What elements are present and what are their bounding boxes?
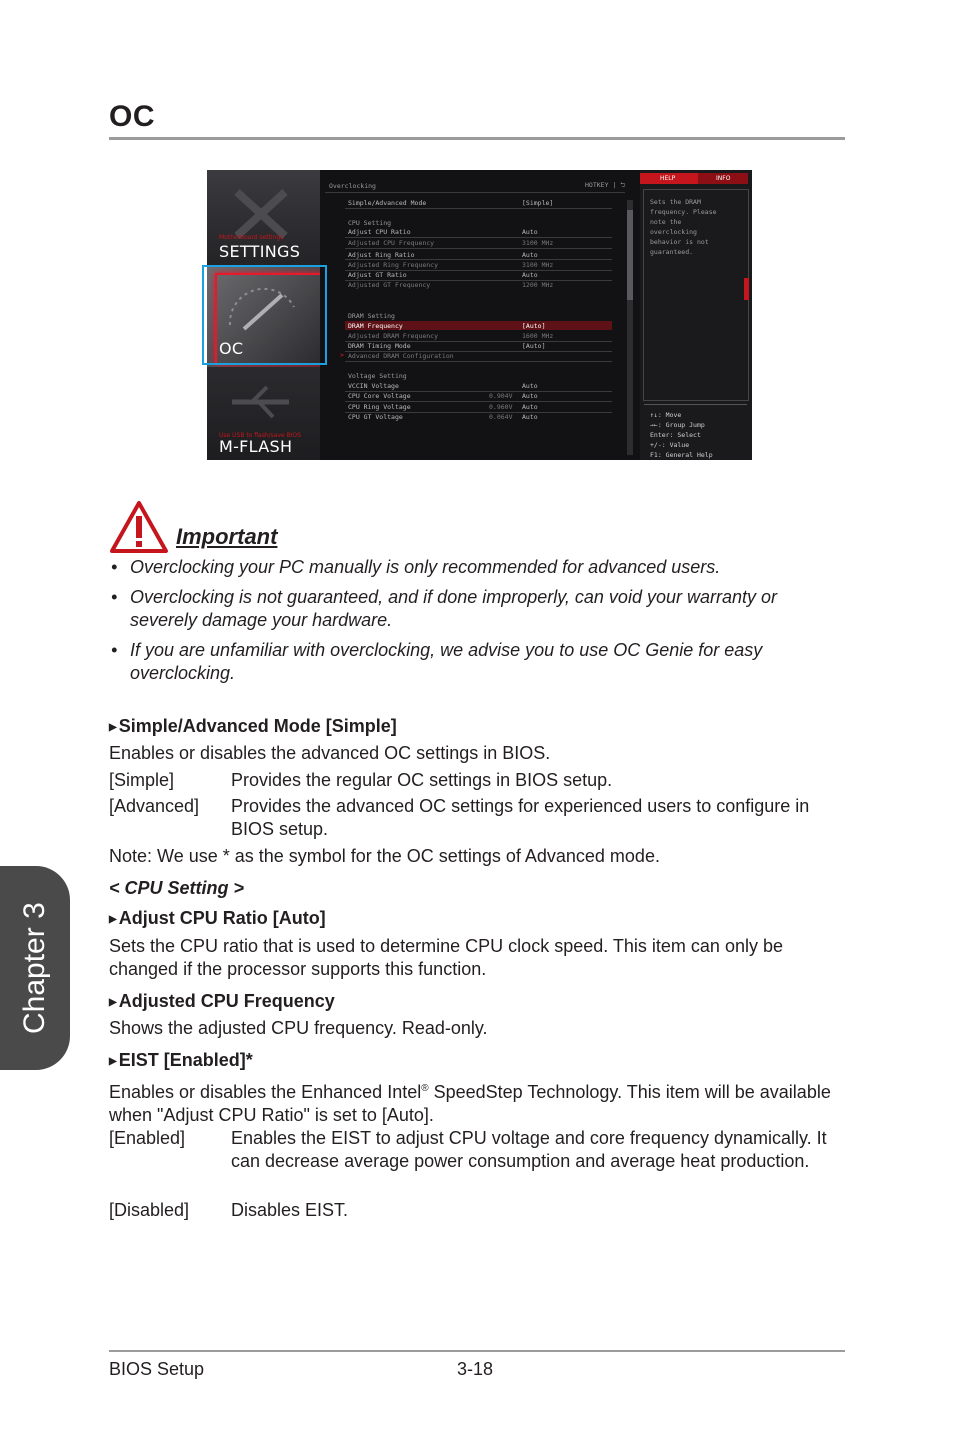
bios-header-title: Overclocking: [329, 182, 376, 190]
option-key: [Enabled]: [109, 1128, 186, 1148]
key-hint: →←: Group Jump: [650, 421, 705, 429]
item-title: EIST [Enabled]*: [118, 1050, 253, 1070]
triangle-bullet-icon: ▶: [109, 914, 117, 925]
item-desc: [109, 1077, 849, 1127]
bios-row-reading: 0.904V: [489, 392, 513, 400]
key-hint: +/-: Value: [650, 441, 690, 449]
note-text: Note: We use * as the symbol for the OC settings of Advanced mode.: [109, 846, 660, 866]
registered-mark: ®: [421, 1083, 429, 1094]
bios-header-rule: [325, 192, 625, 193]
bios-row-label-selected[interactable]: DRAM Frequency: [348, 322, 403, 330]
triangle-bullet-icon: ▶: [109, 1056, 117, 1067]
bullet-text: Overclocking is not guaranteed, and if done improperly, can void your warranty or severely damage your hardware.: [130, 587, 777, 630]
important-bullet: [109, 556, 849, 579]
bios-row-value: 3100 MHz: [522, 239, 554, 247]
key-hint: Enter: Select: [650, 431, 701, 439]
item-desc-part: Enables or disables the Enhanced Intel: [109, 1082, 422, 1102]
bios-row-divider: [345, 259, 612, 260]
option-desc: Provides the advanced OC settings for experienced users to configure in BIOS setup.: [231, 796, 810, 839]
chapter-label: Chapter 3: [18, 902, 51, 1034]
bios-row-label[interactable]: VCCIN Voltage: [348, 382, 399, 390]
option-row: [109, 1127, 849, 1173]
bios-row-value: 1200 MHz: [522, 281, 554, 289]
option-row: [109, 769, 849, 792]
bios-row-label[interactable]: Adjust GT Ratio: [348, 271, 407, 279]
help-line: behavior is not: [650, 238, 709, 246]
bios-row-value[interactable]: Auto: [522, 382, 538, 390]
oc-label: OC: [219, 339, 244, 358]
item-heading: [109, 1050, 253, 1071]
page-title: OC: [109, 100, 155, 133]
bios-row-label: Adjusted CPU Frequency: [348, 239, 435, 247]
help-line: Sets the DRAM: [650, 198, 701, 206]
bios-section-head: DRAM Setting: [348, 312, 395, 320]
item-title: Adjusted CPU Frequency: [118, 991, 335, 1011]
bios-section-head: CPU Setting: [348, 219, 392, 227]
bios-row-value[interactable]: Auto: [522, 228, 538, 236]
item-desc: Enables or disables the advanced OC settings in BIOS.: [109, 743, 551, 763]
help-line: overclocking: [650, 228, 697, 236]
bios-row-submenu[interactable]: Advanced DRAM Configuration: [348, 352, 454, 360]
section-heading: < CPU Setting >: [109, 878, 245, 898]
bios-hotkey[interactable]: HOTKEY | ⮌: [585, 181, 626, 189]
help-divider: [644, 404, 747, 405]
bios-row-value-selected[interactable]: [Auto]: [522, 322, 546, 330]
page-number: 3-18: [457, 1359, 494, 1379]
bullet-dot: •: [111, 640, 118, 660]
mflash-label: M-FLASH: [219, 437, 293, 456]
chapter-tab: [0, 866, 70, 1070]
option-key: [Disabled]: [109, 1200, 190, 1220]
bios-scrollbar[interactable]: [627, 200, 633, 455]
bios-row-label: Adjusted GT Frequency: [348, 281, 431, 289]
bios-row-value[interactable]: [Auto]: [522, 342, 546, 350]
warning-icon: [109, 500, 169, 554]
triangle-bullet-icon: ▶: [109, 997, 117, 1008]
bios-row-label[interactable]: Adjust Ring Ratio: [348, 251, 415, 259]
bios-row-label[interactable]: Adjust CPU Ratio: [348, 228, 411, 236]
bios-row-value[interactable]: Auto: [522, 251, 538, 259]
item-desc: Shows the adjusted CPU frequency. Read-only.: [109, 1018, 488, 1038]
option-desc: Enables the EIST to adjust CPU voltage and core frequency dynamically. It can decrease average power consumption and average heat production.: [231, 1128, 827, 1171]
bios-row-label: Adjusted Ring Frequency: [348, 261, 439, 269]
bios-row-value[interactable]: Auto: [522, 392, 538, 400]
footer-rule: [109, 1350, 845, 1352]
option-desc: Provides the regular OC settings in BIOS setup.: [231, 770, 613, 790]
key-hint: F1: General Help: [650, 451, 713, 459]
bios-row-divider: [345, 208, 612, 209]
info-tab[interactable]: [698, 173, 748, 184]
info-tab-label: INFO: [716, 175, 731, 182]
bios-row-reading: 0.064V: [489, 413, 513, 421]
help-tab-label: HELP: [660, 175, 676, 182]
bullet-text: Overclocking your PC manually is only recommended for advanced users.: [130, 557, 721, 577]
bios-row-divider: [345, 248, 612, 249]
bios-scrollbar-thumb[interactable]: [627, 210, 633, 300]
help-scroll-marker: [744, 278, 749, 300]
bios-section-head: Voltage Setting: [348, 372, 407, 380]
bios-row-divider: [345, 401, 612, 402]
bullet-text: If you are unfamiliar with overclocking, we advise you to use OC Genie for easy overclocking.: [130, 640, 763, 683]
submenu-arrow-icon: >: [340, 351, 344, 359]
option-key: [Simple]: [109, 770, 175, 790]
bios-row-value[interactable]: Auto: [522, 413, 538, 421]
help-line: frequency. Please: [650, 208, 717, 216]
option-row: [109, 795, 849, 841]
bullet-dot: •: [111, 587, 118, 607]
important-heading: Important: [176, 524, 278, 549]
bios-row-value: 3100 MHz: [522, 261, 554, 269]
item-title: Simple/Advanced Mode [Simple]: [118, 716, 397, 736]
bullet-dot: •: [111, 557, 118, 577]
help-tab[interactable]: [640, 173, 698, 184]
mflash-sublabel: Use USB to flash/save BIOS: [219, 432, 302, 439]
item-desc-part: SpeedStep Technology. This item will be available when "Adjust CPU Ratio" is set to [Auto].: [109, 1082, 831, 1125]
bios-row-label: Adjusted DRAM Frequency: [348, 332, 439, 340]
bios-row-reading: 0.960V: [489, 403, 513, 411]
bios-row-label[interactable]: Simple/Advanced Mode: [348, 199, 427, 207]
help-line: note the: [650, 218, 682, 226]
oc-highlight-frame: [202, 265, 327, 365]
bios-row-label[interactable]: DRAM Timing Mode: [348, 342, 411, 350]
usb-icon: [227, 377, 297, 427]
item-title: Adjust CPU Ratio [Auto]: [118, 908, 326, 928]
bios-row-value[interactable]: Auto: [522, 403, 538, 411]
bios-mflash-panel[interactable]: [207, 367, 320, 460]
key-hint: ↑↓: Move: [650, 411, 682, 419]
title-rule: [109, 137, 845, 140]
option-desc: Disables EIST.: [231, 1200, 349, 1220]
item-desc: Sets the CPU ratio that is used to determine CPU clock speed. This item can only be changed if the processor supports this function.: [109, 936, 783, 979]
triangle-bullet-icon: ▶: [109, 722, 117, 733]
help-line: guaranteed.: [650, 248, 694, 256]
settings-sublabel: Motherboard settings: [219, 234, 284, 241]
bios-row-divider: [345, 237, 612, 238]
bios-row-value[interactable]: [Simple]: [522, 199, 554, 207]
bios-row-divider: [345, 361, 612, 362]
item-heading: [109, 716, 397, 737]
important-bullet: [109, 639, 849, 685]
important-bullet: [109, 586, 849, 632]
option-row: [109, 1199, 849, 1222]
footer-section-name: BIOS Setup: [109, 1359, 205, 1379]
option-key: [Advanced]: [109, 796, 200, 816]
bios-settings-panel[interactable]: [207, 170, 320, 267]
settings-label: SETTINGS: [219, 242, 301, 261]
bios-row-label[interactable]: CPU Core Voltage: [348, 392, 411, 400]
item-heading: [109, 908, 326, 929]
bios-row-label[interactable]: CPU GT Voltage: [348, 413, 403, 421]
item-heading: [109, 991, 335, 1012]
bios-row-label[interactable]: CPU Ring Voltage: [348, 403, 411, 411]
bios-row-value[interactable]: Auto: [522, 271, 538, 279]
bios-row-value: 1600 MHz: [522, 332, 554, 340]
